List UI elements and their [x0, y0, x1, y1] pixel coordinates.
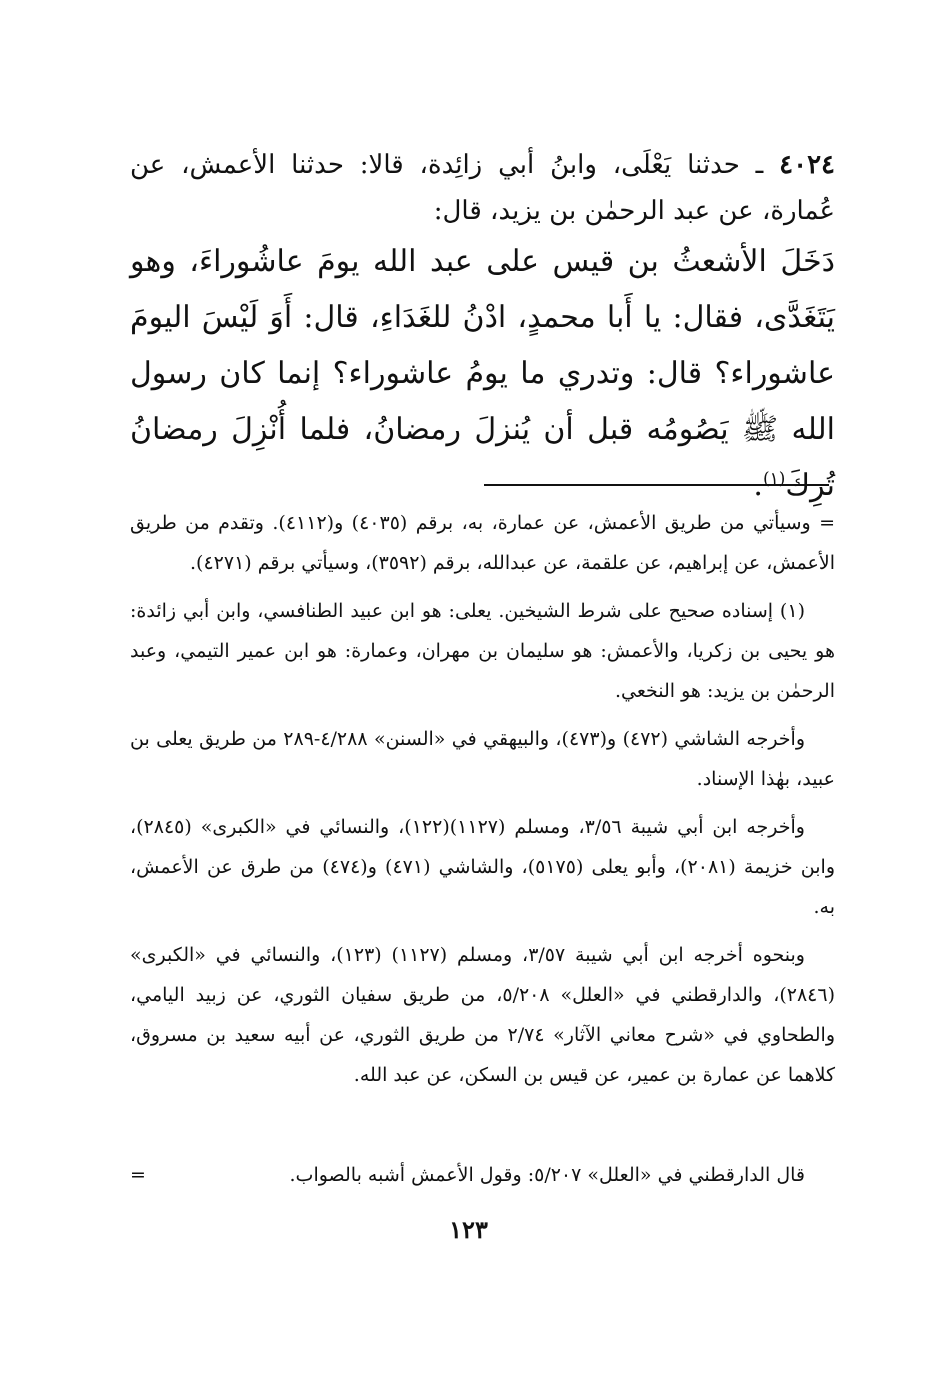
continues-marker: =: [130, 1164, 146, 1186]
hadith-chain-text: ـ حدثنا يَعْلَى، وابنُ أبي زائِدة، قالا: حدثنا الأعمش، عن عُمارة، عن عبد الرحمٰن بن يزيد، قال:: [130, 150, 835, 226]
hadith-header: [130, 142, 835, 234]
hadith-body-text: دَخَلَ الأشعثُ بن قيس على عبد الله يومَ عاشُوراءَ، وهو يَتَغَدَّى، فقال: يا أَبا محمدٍ، ادْنُ للغَدَاءِ، قال: أَوَ لَيْسَ اليومَ عاشوراء؟ قال: وتدري ما يومُ عاشوراء؟ إنما كان رسول الله ﷺ يَصُومُه قبل أن يُنزلَ رمضانُ، فلما أُنْزِلَ رمضانُ تُرِكَ: [130, 244, 835, 503]
footnote-divider: [484, 484, 829, 486]
hadith-end-punctuation: .: [753, 468, 763, 503]
footnote-paragraph-3: وأخرجه ابن أبي شيبة ٣/٥٦، ومسلم (١١٢٧)(١٢٢)، والنسائي في «الكبرى» (٢٨٤٥)، وابن خزيمة (٢٠٨١)، وأبو يعلى (٥١٧٥)، والشاشي (٤٧١) و(٤٧٤) من طرق عن الأعمش، به.: [130, 816, 835, 918]
footnote-paragraph-2: وأخرجه الشاشي (٤٧٢) و(٤٧٣)، والبيهقي في «السنن» ٤/٢٨٨-٢٨٩ من طريق يعلى بن عبيد، بهٰذا الإسناد.: [130, 728, 835, 790]
footnote-paragraph-4: وبنحوه أخرجه ابن أبي شيبة ٣/٥٧، ومسلم (١١٢٧) (١٢٣)، والنسائي في «الكبرى» (٢٨٤٦)، والدارقطني في «العلل» ٥/٢٠٨، من طريق سفيان الثوري، عن زبيد اليامي، والطحاوي في «شرح معاني الآثار» ٢/٧٤ من طريق الثوري، عن أبيه سعيد بن مسروق، كلاهما عن عمارة بن عمير، عن قيس بن السكن، عن عبد الله.: [130, 944, 835, 1086]
footnote-paragraph-5: قال الدارقطني في «العلل» ٥/٢٠٧: وقول الأعمش أشبه بالصواب.: [289, 1164, 805, 1186]
footnote-marker: (١): [762, 469, 786, 489]
hadith-number: ٤٠٢٤: [779, 150, 836, 180]
footnote-continuation: = وسيأتي من طريق الأعمش، عن عمارة، به، برقم (٤٠٣٥) و(٤١١٢). وتقدم من طريق الأعمش، عن إبراهيم، عن علقمة، عن عبدالله، برقم (٣٥٩٢)، وسيأتي برقم (٤٢٧١).: [130, 512, 835, 574]
footnotes-section: [130, 503, 835, 1103]
footnote-1: (١) إسناده صحيح على شرط الشيخين. يعلى: هو ابن عبيد الطنافسي، وابن أبي زائدة: هو يحيى بن زكريا، والأعمش: هو سليمان بن مهران، وعمارة: هو ابن عمير التيمي، وعبد الرحمٰن بن يزيد: هو النخعي.: [130, 600, 835, 702]
page-number: ١٢٣: [449, 1215, 488, 1244]
hadith-body: [130, 234, 835, 514]
